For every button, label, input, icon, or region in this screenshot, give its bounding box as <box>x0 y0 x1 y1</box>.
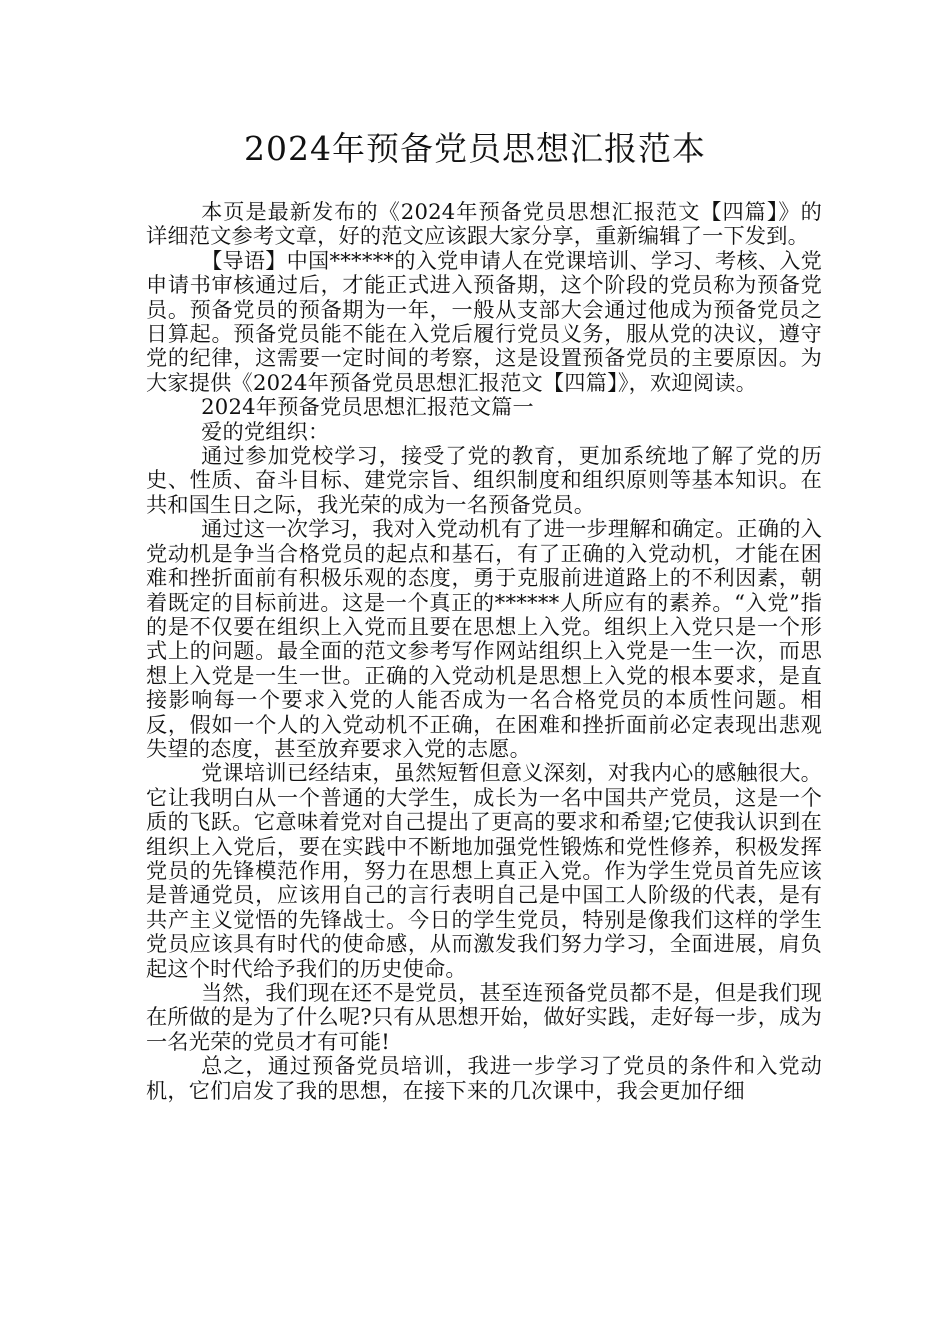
body-paragraph-3: 党课培训已经结束，虽然短暂但意义深刻，对我内心的感触很大。它让我明白从一个普通的大学生，成长为一名中国共产党员，这是一个质的飞跃。它意味着党对自己提出了更高的要求和希望;它使我认识到在组织上入党后，要在实践中不断地加强党性锻炼和党性修养，积极发挥党员的先锋模范作用，努力在思想上真正入党。作为学生党员首先应该是普通党员，应该用自己的言行表明自己是中国工人阶级的代表，是有共产主义觉悟的先锋战士。今日的学生党员，特别是像我们这样的学生党员应该具有时代的使命感，从而激发我们努力学习，全面进展，肩负起这个时代给予我们的历史使命。 <box>146 760 822 981</box>
intro-paragraph: 本页是最新发布的《2024年预备党员思想汇报范文【四篇】》的详细范文参考文章，好的范文应该跟大家分享，重新编辑了一下发到。 <box>146 199 822 249</box>
body-paragraph-4: 当然，我们现在还不是党员，甚至连预备党员都不是，但是我们现在所做的是为了什么呢?只有从思想开始，做好实践，走好每一步，成为一名光荣的党员才有可能! <box>146 980 822 1054</box>
salutation: 爱的党组织： <box>201 418 330 444</box>
section-heading: 2024年预备党员思想汇报范文篇一 <box>201 394 534 420</box>
body-paragraph-2: 通过这一次学习，我对入党动机有了进一步理解和确定。正确的入党动机是争当合格党员的起点和基石，有了正确的入党动机，才能在困难和挫折面前有积极乐观的态度，勇于克服前进道路上的不利因素，朝着既定的目标前进。这是一个真正的******人所应有的素养。“入党”指的是不仅要在组织上入党而且要在思想上入党。组织上入党只是一个形式上的问题。最全面的范文参考写作网站组织上入党是一生一次，而思想上入党是一生一世。正确的入党动机是思想上入党的根本要求，是直接影响每一个要求入党的人能否成为一名合格党员的本质性问题。相反，假如一个人的入党动机不正确，在困难和挫折面前必定表现出悲观失望的态度，甚至放弃要求入党的志愿。 <box>146 516 822 761</box>
document-body <box>146 200 822 1103</box>
body-paragraph-1: 通过参加党校学习，接受了党的教育，更加系统地了解了党的历史、性质、奋斗目标、建党宗旨、组织制度和组织原则等基本知识。在共和国生日之际，我光荣的成为一名预备党员。 <box>146 443 822 517</box>
document-title: 2024年预备党员思想汇报范本 <box>244 129 706 168</box>
body-paragraph-5: 总之，通过预备党员培训，我进一步学习了党员的条件和入党动机，它们启发了我的思想，在接下来的几次课中，我会更加仔细 <box>146 1053 822 1103</box>
preface-paragraph: 【导语】中国******的入党申请人在党课培训、学习、考核、入党申请书审核通过后，才能正式进入预备期，这个阶段的党员称为预备党员。预备党员的预备期为一年，一般从支部大会通过他成为预备党员之日算起。预备党员能不能在入党后履行党员义务，服从党的决议，遵守党的纪律，这需要一定时间的考察，这是设置预备党员的主要原因。为大家提供《2024年预备党员思想汇报范文【四篇】》，欢迎阅读。 <box>146 247 822 395</box>
